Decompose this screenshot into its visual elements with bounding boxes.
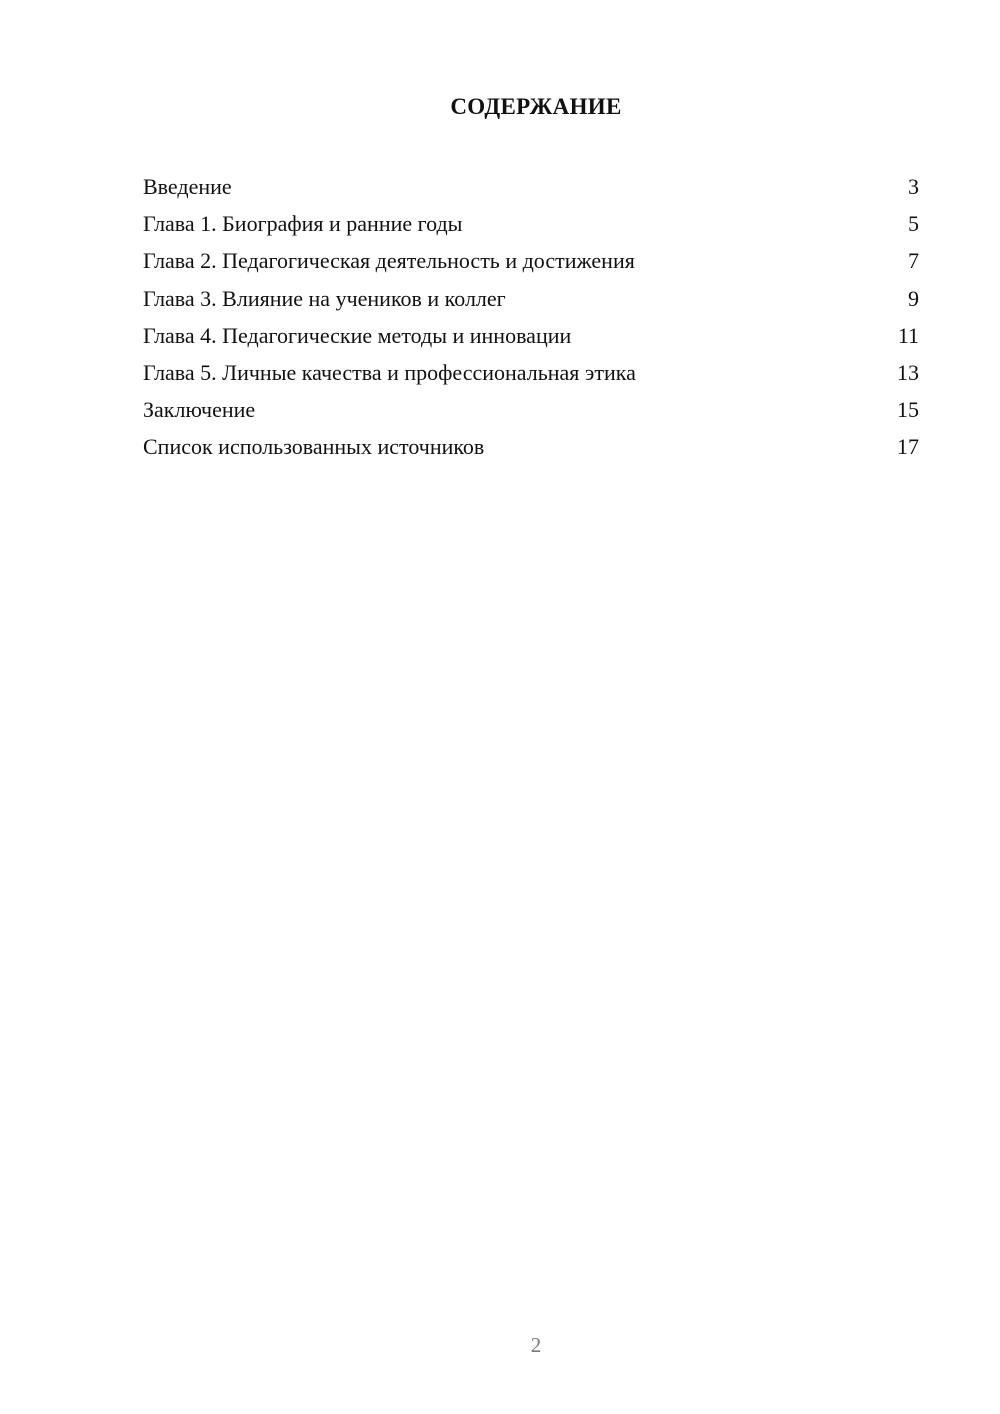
page-number: 2 [530,1333,542,1357]
toc-entry-label: Введение [143,174,232,199]
toc-entry-page: 11 [897,322,919,348]
toc-entry [143,391,919,428]
toc-entry [143,280,919,317]
toc-entry-label: Глава 2. Педагогическая деятельность и достижения [143,248,635,274]
toc-entry [143,242,919,279]
toc-entry-page: 3 [908,174,919,199]
toc-entry-page: 15 [897,397,919,423]
toc-entry-label: Глава 3. Влияние на учеников и коллег [143,285,506,311]
toc-entry-page: 7 [908,248,919,274]
toc-entry [143,317,919,354]
page-title: СОДЕРЖАНИЕ [450,94,622,119]
toc-entry-page: 9 [908,285,919,311]
toc-entry [143,428,919,465]
toc-entry [143,205,919,242]
toc-entry-page: 17 [897,434,919,460]
toc-entry-label: Глава 1. Биография и ранние годы [143,211,463,237]
toc-entry-page: 13 [897,359,919,385]
toc-entry-label: Заключение [143,397,256,423]
toc-entry-label: Глава 4. Педагогические методы и инновации [143,322,572,348]
toc-entry-page: 5 [908,211,919,237]
toc-entry-label: Глава 5. Личные качества и профессиональная этика [143,359,636,385]
table-of-contents [143,168,919,466]
toc-entry [143,354,919,391]
toc-entry-label: Список использованных источников [143,434,485,460]
toc-entry [143,168,919,205]
